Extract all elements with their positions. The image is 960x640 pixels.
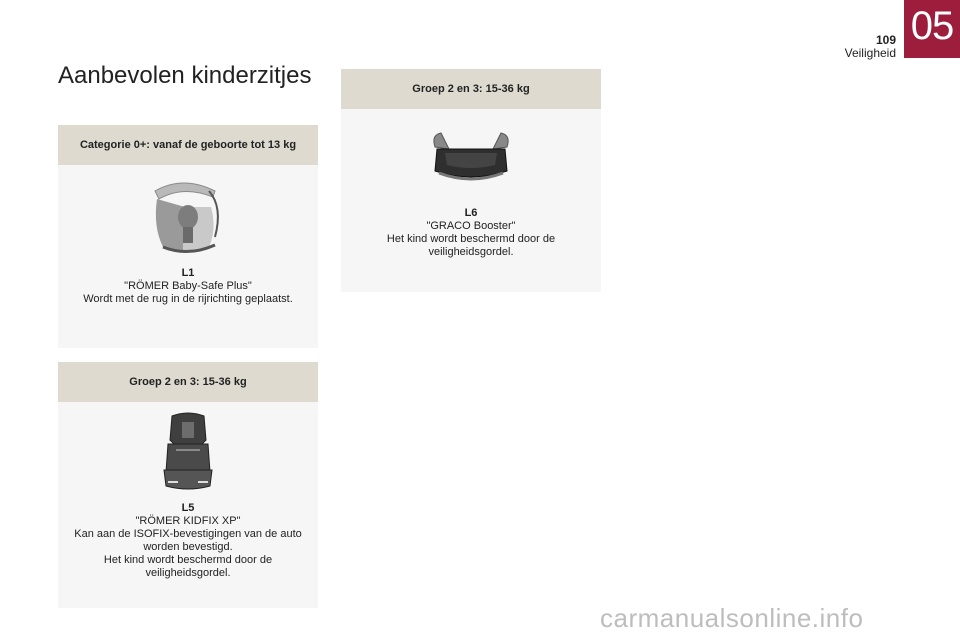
high-back-booster-seat-icon [158, 410, 218, 492]
seat-description-line: Het kind wordt beschermd door de [103, 554, 273, 566]
card-header: Groep 2 en 3: 15-36 kg [341, 69, 601, 109]
seat-name: "RÖMER KIDFIX XP" [135, 515, 241, 527]
page-title: Aanbevolen kinderzitjes [58, 62, 312, 89]
card-header: Categorie 0+: vanaf de geboorte tot 13 kg [58, 125, 318, 165]
seat-card-l5 [58, 362, 318, 608]
seat-card-l6 [341, 69, 601, 292]
seat-name: "GRACO Booster" [426, 220, 516, 232]
infant-carrier-seat-icon [143, 177, 233, 257]
seat-description-line: Wordt met de rug in de rijrichting geplaatst. [83, 293, 293, 305]
card-header: Groep 2 en 3: 15-36 kg [58, 362, 318, 402]
booster-cushion-icon [429, 127, 513, 189]
section-name: Veiligheid [844, 46, 896, 60]
seat-description-line: worden bevestigd. [143, 541, 233, 553]
seat-description-line: Kan aan de ISOFIX-bevestigingen van de auto [74, 528, 302, 540]
seat-description-line: veiligheidsgordel. [428, 246, 514, 258]
chapter-tab: 05 [904, 0, 960, 58]
page-number: 109 [875, 33, 896, 47]
seat-description-line: Het kind wordt beschermd door de [386, 233, 556, 245]
seat-description-line: veiligheidsgordel. [145, 567, 231, 579]
seat-code: L6 [464, 207, 478, 219]
seat-code: L1 [181, 267, 195, 279]
watermark: carmanualsonline.info [600, 603, 864, 633]
seat-card-l1 [58, 125, 318, 348]
seat-code: L5 [181, 502, 195, 514]
seat-name: "RÖMER Baby-Safe Plus" [124, 280, 252, 292]
